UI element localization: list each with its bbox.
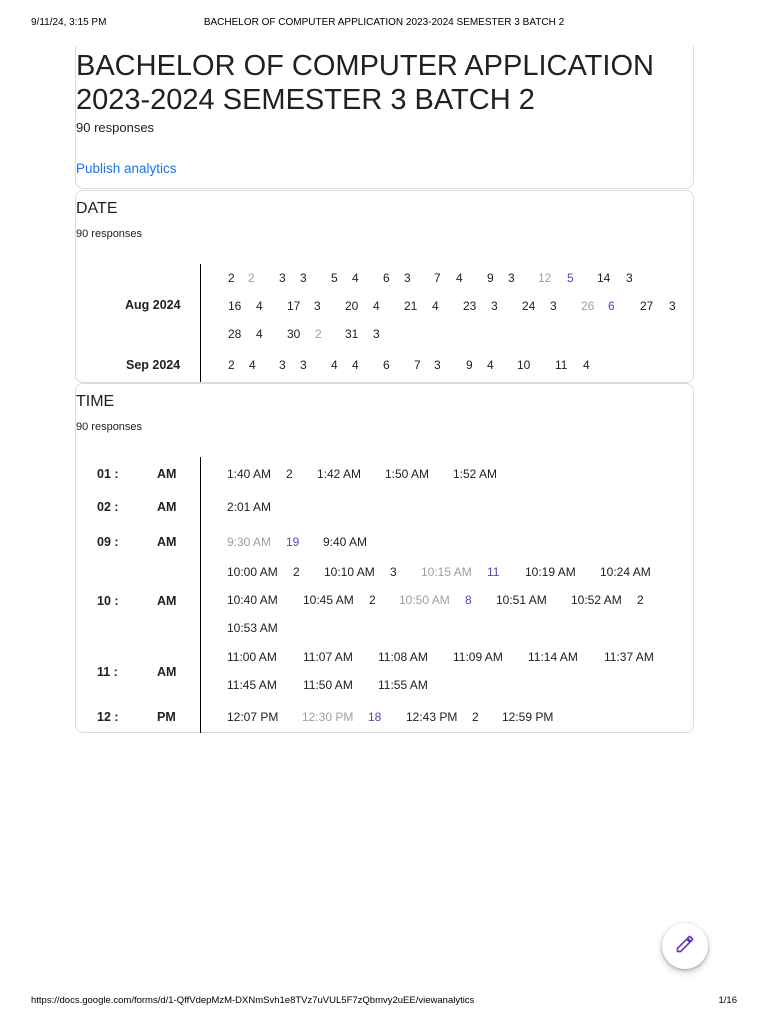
time-entry: 10:19 AM [525, 565, 576, 579]
time-question-card [75, 383, 694, 733]
hour-label: 12 : [97, 710, 119, 724]
time-entry: 11:55 AM [378, 678, 428, 692]
time-entry: 10:52 AM 2 [571, 593, 644, 607]
date-axis-line [200, 264, 201, 382]
time-entry: 10:50 AM 8 [399, 593, 472, 607]
period-label: AM [157, 535, 177, 549]
time-entry: 10:45 AM 2 [303, 593, 376, 607]
period-label: AM [157, 467, 177, 481]
page-number: 1/16 [718, 995, 737, 1006]
time-question-title: TIME [76, 393, 115, 410]
date-entry: 7 4 [434, 271, 463, 285]
date-response-count: 90 responses [76, 228, 143, 240]
period-label: AM [157, 665, 177, 679]
time-entry: 10:24 AM [600, 565, 651, 579]
form-title-line1: BACHELOR OF COMPUTER APPLICATION [76, 50, 654, 82]
form-title-line2: 2023-2024 SEMESTER 3 BATCH 2 [76, 84, 535, 116]
period-label: AM [157, 500, 177, 514]
time-entry: 11:08 AM [378, 650, 428, 664]
date-entry: 12 5 [538, 271, 574, 285]
date-entry: 3 3 [279, 271, 307, 285]
date-entry: 14 3 [597, 271, 633, 285]
hour-label: 01 : [97, 467, 119, 481]
hour-label: 11 : [97, 665, 118, 679]
time-response-count: 90 responses [76, 421, 143, 433]
date-entry: 7 3 [414, 358, 441, 372]
date-entry: 10 [517, 358, 531, 372]
time-entry: 11:09 AM [453, 650, 503, 664]
publish-analytics-link[interactable]: Publish analytics [76, 161, 177, 176]
period-label: PM [157, 710, 176, 724]
date-entry: 2 4 [228, 358, 256, 372]
time-entry: 10:53 AM [227, 621, 278, 635]
period-label: AM [157, 594, 177, 608]
month-label-aug: Aug 2024 [125, 298, 181, 312]
date-question-card [75, 190, 694, 383]
time-entry: 11:14 AM [528, 650, 578, 664]
print-url: https://docs.google.com/forms/d/1-QffVdepMzM-DXNmSvh1e8TVz7uVUL5F7zQbmvy2uEE/viewanalytics [31, 995, 475, 1006]
date-entry: 2 2 [228, 271, 255, 285]
date-entry: 24 3 [522, 299, 557, 313]
date-question-title: DATE [76, 200, 118, 217]
form-response-count: 90 responses [76, 120, 155, 135]
date-entry: 11 4 [555, 358, 590, 372]
date-entry: 6 [383, 358, 390, 372]
form-title-card [75, 46, 694, 189]
time-entry: 12:30 PM 18 [302, 710, 382, 724]
time-entry: 10:00 AM 2 [227, 565, 300, 579]
date-entry: 6 3 [383, 271, 411, 285]
time-entry: 9:40 AM [323, 535, 368, 549]
time-entry: 11:07 AM [303, 650, 353, 664]
hour-label: 10 : [97, 594, 119, 608]
time-entry: 12:59 PM [502, 710, 554, 724]
month-label-sep: Sep 2024 [126, 358, 181, 372]
date-entry: 27 3 [640, 299, 676, 313]
time-entry: 1:42 AM [317, 467, 362, 481]
date-entry: 26 6 [581, 299, 615, 313]
time-entry: 12:07 PM [227, 710, 279, 724]
form-title [76, 49, 676, 117]
time-entry: 11:50 AM [303, 678, 353, 692]
print-title: BACHELOR OF COMPUTER APPLICATION 2023-2024 SEMESTER 3 BATCH 2 [203, 17, 565, 28]
time-entry: 1:40 AM 2 [227, 467, 293, 481]
time-entry: 10:40 AM [227, 593, 278, 607]
pencil-icon [675, 934, 695, 959]
date-entry: 9 4 [466, 358, 494, 372]
time-entry: 1:52 AM [453, 467, 498, 481]
date-entry: 16 4 [228, 299, 263, 313]
time-entry: 2:01 AM [227, 500, 272, 514]
date-entry: 17 3 [287, 299, 321, 313]
time-entry: 10:15 AM 11 [421, 565, 500, 579]
time-entry: 10:51 AM [496, 593, 547, 607]
date-entry: 23 3 [463, 299, 498, 313]
hour-label: 02 : [97, 500, 119, 514]
date-entry: 28 4 [228, 327, 263, 341]
date-entry: 9 3 [487, 271, 515, 285]
date-entry: 31 3 [345, 327, 380, 341]
date-entry: 5 4 [331, 271, 359, 285]
time-entry: 12:43 PM 2 [406, 710, 479, 724]
date-entry: 20 4 [345, 299, 380, 313]
time-entry: 11:37 AM [604, 650, 654, 664]
time-entry: 1:50 AM [385, 467, 430, 481]
edit-form-button[interactable] [662, 923, 708, 969]
date-entry: 21 4 [404, 299, 439, 313]
date-entry: 30 2 [287, 327, 322, 341]
time-entry: 11:00 AM [227, 650, 277, 664]
time-entry: 9:30 AM 19 [227, 535, 300, 549]
print-timestamp: 9/11/24, 3:15 PM [31, 17, 107, 28]
time-axis-line [200, 457, 201, 733]
date-entry: 3 3 [279, 358, 307, 372]
hour-label: 09 : [97, 535, 119, 549]
time-entry: 11:45 AM [227, 678, 277, 692]
date-entry: 4 4 [331, 358, 359, 372]
time-entry: 10:10 AM 3 [324, 565, 397, 579]
